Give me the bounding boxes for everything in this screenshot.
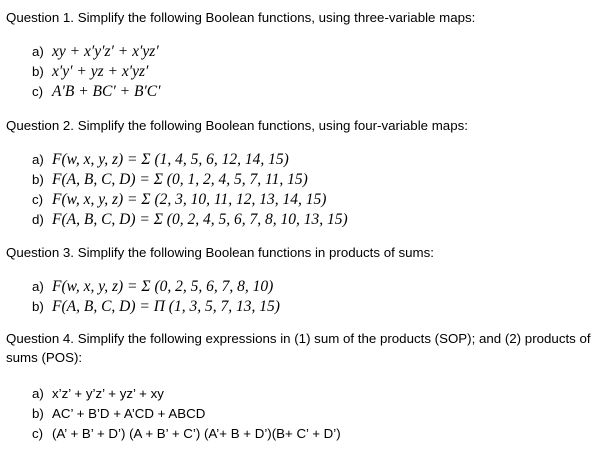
q4-item-c (32, 424, 341, 443)
question-2-heading: Question 2. Simplify the following Boolean functions, using four-variable maps: (6, 118, 468, 133)
boolean-expression: x′y′ + yz + x′yz′ (52, 63, 149, 80)
q1-item-c (32, 82, 161, 101)
question-1-heading: Question 1. Simplify the following Boolean functions, using three-variable maps: (6, 10, 476, 25)
item-letter: d) (32, 212, 44, 227)
item-letter: a) (32, 44, 44, 59)
boolean-function: F(w, x, y, z) = Σ (2, 3, 10, 11, 12, 13, 14, 15) (52, 191, 327, 208)
q2-item-d (32, 210, 348, 229)
boolean-expression: x’z’ + y’z’ + yz’ + xy (52, 386, 164, 401)
boolean-function: F(A, B, C, D) = Σ (0, 2, 4, 5, 6, 7, 8, 10, 13, 15) (52, 211, 348, 228)
q3-item-a (32, 277, 273, 296)
question-4-heading: Question 4. Simplify the following expressions in (1) sum of the products (SOP); and (2) products of sums (POS): (6, 331, 591, 365)
q3-item-b (32, 297, 280, 316)
q2-item-a (32, 150, 289, 169)
q1-item-b (32, 62, 148, 81)
item-letter: b) (32, 299, 44, 314)
boolean-expression: A′B + BC′ + B′C′ (52, 83, 161, 100)
item-letter: b) (32, 64, 44, 79)
q2-item-c (32, 190, 326, 209)
boolean-function: F(A, B, C, D) = Σ (0, 1, 2, 4, 5, 7, 11, 15) (52, 171, 308, 188)
boolean-expression: AC’ + B’D + A’CD + ABCD (52, 406, 206, 421)
q2-item-b (32, 170, 308, 189)
q4-item-b (32, 404, 205, 423)
q1-item-a (32, 42, 159, 61)
question-3-heading: Question 3. Simplify the following Boolean functions in products of sums: (6, 245, 434, 260)
item-letter: b) (32, 172, 44, 187)
item-letter: c) (32, 84, 44, 99)
item-letter: a) (32, 279, 44, 294)
boolean-expression: (A’ + B’ + D’) (A + B’ + C’) (A’+ B + D’)(B+ C’ + D’) (52, 426, 341, 441)
item-letter: b) (32, 406, 44, 421)
item-letter: a) (32, 386, 44, 401)
item-letter: c) (32, 192, 44, 207)
boolean-function: F(w, x, y, z) = Σ (1, 4, 5, 6, 12, 14, 15) (52, 151, 289, 168)
boolean-function: F(w, x, y, z) = Σ (0, 2, 5, 6, 7, 8, 10) (52, 278, 274, 295)
boolean-expression: xy + x′y′z′ + x′yz′ (52, 43, 159, 60)
item-letter: a) (32, 152, 44, 167)
item-letter: c) (32, 426, 44, 441)
boolean-function: F(A, B, C, D) = Π (1, 3, 5, 7, 13, 15) (52, 298, 280, 315)
q4-item-a (32, 384, 164, 403)
